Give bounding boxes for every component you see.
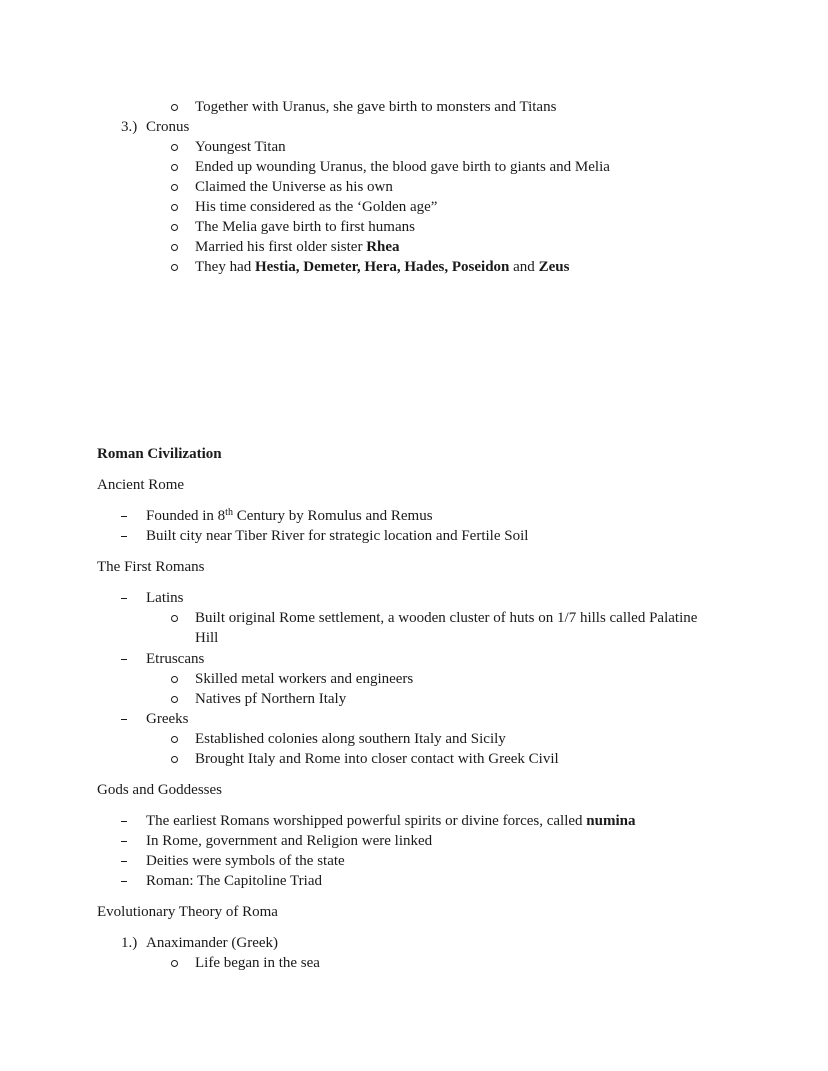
dash-bullet bbox=[121, 516, 127, 517]
circle-bullet bbox=[171, 736, 178, 743]
circle-bullet bbox=[171, 204, 178, 211]
bullet-text bbox=[195, 237, 400, 257]
circle-bullet bbox=[171, 104, 178, 111]
superscript: th bbox=[225, 507, 233, 518]
bullet-text: Established colonies along southern Italy and Sicily bbox=[195, 731, 506, 747]
dash-bullet bbox=[121, 841, 127, 842]
bullet-text: Roman: The Capitoline Triad bbox=[146, 873, 322, 889]
circle-bullet bbox=[171, 615, 178, 622]
circle-bullet bbox=[171, 164, 178, 171]
bullet-text: Youngest Titan bbox=[195, 139, 286, 155]
bold-term: Rhea bbox=[366, 239, 400, 255]
bullet-text: His time considered as the ‘Golden age” bbox=[195, 199, 438, 215]
list-number: 1.) bbox=[121, 935, 138, 951]
circle-bullet bbox=[171, 264, 178, 271]
subheading: The First Romans bbox=[97, 559, 205, 575]
circle-bullet bbox=[171, 184, 178, 191]
dash-bullet bbox=[121, 719, 127, 720]
dash-bullet bbox=[121, 659, 127, 660]
bullet-text: Life began in the sea bbox=[195, 955, 320, 971]
bullet-text: Brought Italy and Rome into closer contact with Greek Civil bbox=[195, 751, 559, 767]
circle-bullet bbox=[171, 144, 178, 151]
bullet-text: Greeks bbox=[146, 711, 189, 727]
text-run: They had bbox=[195, 259, 255, 275]
bullet-text-continuation: Hill bbox=[195, 630, 219, 646]
bullet-text bbox=[146, 811, 636, 831]
subheading: Ancient Rome bbox=[97, 477, 185, 493]
bullet-text: Latins bbox=[146, 590, 184, 606]
circle-bullet bbox=[171, 960, 178, 967]
circle-bullet bbox=[171, 676, 178, 683]
text-run: and bbox=[509, 259, 539, 275]
bullet-text: Built city near Tiber River for strategic location and Fertile Soil bbox=[146, 528, 529, 544]
bullet-text: The Melia gave birth to first humans bbox=[195, 219, 415, 235]
text-run: Married his first older sister bbox=[195, 239, 367, 255]
bullet-text: Deities were symbols of the state bbox=[146, 853, 345, 869]
dash-bullet bbox=[121, 861, 127, 862]
bold-term: Hestia, Demeter, Hera, Hades, Poseidon bbox=[254, 259, 510, 275]
circle-bullet bbox=[171, 244, 178, 251]
text-run: Century by Romulus and Remus bbox=[232, 508, 433, 524]
bold-term: numina bbox=[586, 813, 636, 829]
dash-bullet bbox=[121, 881, 127, 882]
bullet-text: Etruscans bbox=[146, 651, 205, 667]
section-title bbox=[97, 444, 222, 464]
bullet-text: Built original Rome settlement, a wooden cluster of huts on 1/7 hills called Palatine bbox=[195, 610, 698, 626]
bullet-text: Natives pf Northern Italy bbox=[195, 691, 347, 707]
bullet-text: In Rome, government and Religion were linked bbox=[146, 833, 433, 849]
text-run: Founded in 8 bbox=[146, 508, 226, 524]
list-number: 3.) bbox=[121, 119, 138, 135]
dash-bullet bbox=[121, 536, 127, 537]
section-title-text: Roman Civilization bbox=[97, 446, 222, 462]
bullet-text bbox=[195, 257, 569, 277]
bold-term: Zeus bbox=[538, 259, 570, 275]
circle-bullet bbox=[171, 696, 178, 703]
subheading: Evolutionary Theory of Roma bbox=[97, 904, 278, 920]
circle-bullet bbox=[171, 756, 178, 763]
bullet-text: Claimed the Universe as his own bbox=[195, 179, 393, 195]
list-item-title: Cronus bbox=[146, 119, 190, 135]
bullet-text: Skilled metal workers and engineers bbox=[195, 671, 414, 687]
list-item-title: Anaximander (Greek) bbox=[146, 935, 279, 951]
text-run: The earliest Romans worshipped powerful spirits or divine forces, called bbox=[146, 813, 587, 829]
dash-bullet bbox=[121, 598, 127, 599]
dash-bullet bbox=[121, 821, 127, 822]
subheading: Gods and Goddesses bbox=[97, 782, 222, 798]
bullet-text: Ended up wounding Uranus, the blood gave birth to giants and Melia bbox=[195, 159, 610, 175]
circle-bullet bbox=[171, 224, 178, 231]
bullet-text: Together with Uranus, she gave birth to monsters and Titans bbox=[195, 99, 557, 115]
bullet-text bbox=[146, 506, 433, 526]
